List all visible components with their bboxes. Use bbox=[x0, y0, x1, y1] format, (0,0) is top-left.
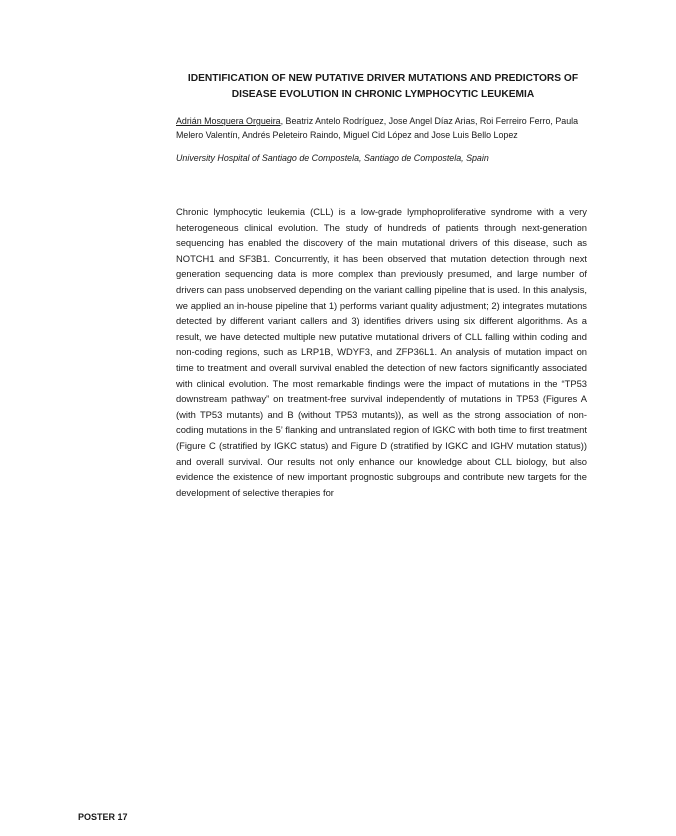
abstract-title: IDENTIFICATION OF NEW PUTATIVE DRIVER MUTATIONS AND PREDICTORS OF DISEASE EVOLUTION IN CHRONIC LYMPHOCYTIC LEUKEMIA bbox=[187, 73, 579, 100]
poster-number: POSTER 17 bbox=[78, 812, 128, 822]
abstract-body: Chronic lymphocytic leukemia (CLL) is a low-grade lymphoproliferative syndrome with a very heterogeneous clinical evolution. The study of hundreds of patients through next-generation sequencing has enabled the discovery of the main mutational drivers of this disease, such as NOTCH1 and SF3B1. Concurrently, it has been observed that mutation detection through next generation sequencing data is more complex than previously presumed, and large number of drivers can pass unobserved depending on the variant calling pipeline that is used. In this analysis, we applied an in-house pipeline that 1) performs variant quality adjustment; 2) integrates mutations detected by different variant callers and 3) identifies drivers using six different algorithms. As a result, we have detected multiple new putative mutational drivers of CLL falling within coding and non-coding regions, such as LRP1B, WDYF3, and ZFP36L1. An analysis of mutation impact on time to treatment and overall survival enabled the detection of new factors significantly associated with clinical evolution. The most remarkable findings were the impact of mutations in the “TP53 downstream pathway” on treatment-free survival independently of mutations in TP53 (Figures A (with TP53 mutants) and B (without TP53 mutants)), as well as the strong association of non-coding mutations in the 5’ flanking and untranslated region of IGKC with both time to first treatment (Figure C (stratified by IGKC status) and Figure D (stratified by IGKC and IGHV mutation status)) and overall survival. Our results not only enhance our knowledge about CLL biology, but also evidence the existence of new important prognostic subgroups and contribute new targets for the development of selective therapies for bbox=[176, 206, 587, 498]
coauthors: , Beatriz Antelo Rodríguez, Jose Angel Díaz Arias, Roi Ferreiro Ferro, Paula Melero Valentín, Andrés Peleteiro Raindo, Miguel Cid López and Jose Luis Bello Lopez bbox=[176, 116, 579, 140]
presenting-author: Adrián Mosquera Orgueira bbox=[176, 116, 281, 126]
author-list bbox=[176, 115, 596, 142]
affiliation: University Hospital of Santiago de Compostela, Santiago de Compostela, Spain bbox=[176, 153, 489, 163]
